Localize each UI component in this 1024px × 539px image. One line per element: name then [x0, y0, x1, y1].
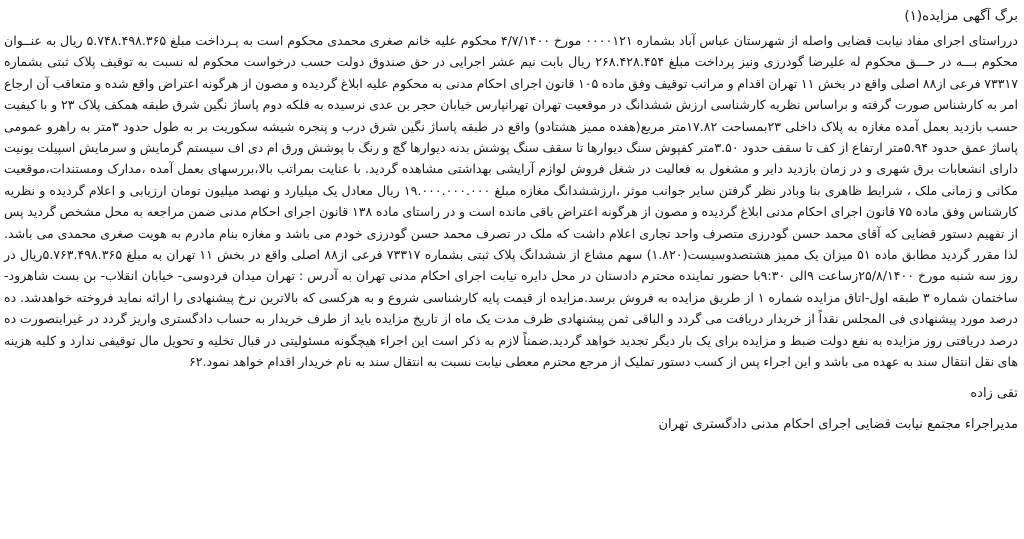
auction-notice: [4, 6, 1018, 435]
signer-title: مدیراجراء مجتمع نیابت قضایی اجرای احکام مدنی دادگستری تهران: [658, 416, 1018, 432]
notice-title: برگ آگهی مزایده(۱): [904, 8, 1018, 24]
signer-name: تقی زاده: [970, 385, 1018, 401]
notice-body: درراستای اجرای مفاد نیابت قضایی واصله از شهرستان عباس آباد بشماره ۰۰۰۰۱۲۱ مورخ ۴/۷/۱۴۰۰ محکوم علیه خانم صغری محمدی محکوم است به پـرداخت مبلغ ۵.۷۴۸.۴۹۸.۳۶۵ ریال به عنــوان محکوم بـــه در حـــق محکوم له علیرضا گودرزی ونیز پرداخت مبلغ ۲۶۸.۴۲۸.۴۵۴ ریال بابت نیم عشر اجرایی در حق صندوق دولت حسب درخواست محکوم له نسبت به توقیف پلاک ثبتی بشماره ۷۳۳۱۷ فرعی از۸۸ اصلی واقع در بخش ۱۱ تهران اقدام و مراتب توقیف وفق ماده ۱۰۵ قانون اجرای احکام مدنی به محکوم علیه ابلاغ گردیده و مصون از هرگونه اعتراض واقع شده و متعاقب آن ارجاع امر به کارشناس صورت گرفته و براساس نظریه کارشناسی ارزش ششدانگ در موقعیت تهران تهرانپارس خیابان حجر بن عدی نرسیده به فلکه دوم پاساژ نگین شرق طبقه همکف پلاک ۲۳ و با کیفیت حسب بازدید بعمل آمده مغازه به پلاک داخلی ۲۳بمساحت ۱۷.۸۲متر مربع(هفده ممیز هشتادو) واقع در طبقه پاساژ نگین شرق درب و پنجره شیشه سکوریت بر به طول حدود ۳متر به راهرو عمومی پاساژ عمق حدود ۵.۹۴متر ارتفاع از کف تا سقف حدود ۳.۵۰متر کفپوش سنگ دیوارها تا سقف سنگ پوشش بدنه دیوارها گچ و رنگ با پوشش ورق ام دی اف سیستم گرمایش و سرمایش اسپیلت یونیت دارای انشعابات برق شهری و در زمان بازدید دایر و مشغول به فعالیت در شغل فروش لوازم آرایشی بهداشتی مشاهده گردید. با عنایت بمراتب بالا،بررسهای بعمل آمده ،مدارک ومستندات،موقعیت مکانی و زمانی ملک ، شرایط ظاهری بنا وبادر نظر گرفتن سایر جوانب موثر ،ارزششدانگ مغازه مبلغ ۱۹.۰۰۰.۰۰۰.۰۰۰ ریال معادل یک میلیارد و نهصد میلیون تومان ارزیابی و اعلام گردیده و نظریه کارشناس وفق ماده ۷۵ قانون اجرای احکام مدنی ابلاغ گردیده و مصون از هرگونه اعتراض باقی مانده است و در راستای ماده ۱۳۸ قانون اجرای احکام مدنی ضمن مراجعه به محل مشخص گردید پس از تفهیم دستور قضایی که آقای محمد حسن گودرزی متصرف واحد تجاری اعلام داشت که ملک در تصرف محمد حسن گودرزی خودم می باشد و مغازه بنام مادرم به هویت صغری محمدی می باشد. لذا مقرر گردید مطابق ماده ۵۱ میزان یک ممیز هشتصدوسیست(۱.۸۲۰) سهم مشاع از ششدانگ پلاک ثبتی بشماره ۷۳۳۱۷ فرعی از۸۸ اصلی واقع در بخش ۱۱ تهران به مبلغ ۵.۷۶۳.۴۹۸.۳۶۵ریال در روز سه شنبه مورخ ۲۵/۸/۱۴۰۰زساعت ۹الی ۹:۳۰با حضور نماینده محترم دادستان در محل دایره نیابت اجرای احکام مدنی تهران به آدرس : تهران میدان فردوسی- خیابان انقلاب- بن بست شاهرود- ساختمان شماره ۳ طبقه اول-اتاق مزایده شماره ۱ از طریق مزایده به فروش برسد.مزایده از قیمت پایه کارشناسی شروع و به هرکسی که بالاترین نرخ پیشنهادی را ارائه نماید فروخته خواهدشد. ده درصد مورد پیشنهادی فی المجلس نقداً از خریدار دریافت می گردد و الباقی ثمن پیشنهادی ظرف مدت یک ماه از تاریخ مزایده باید از طرف خریدار به حساب دادگستری واریز گردد در غیراینصورت ده درصد دریافتی روز مزایده به نفع دولت ضبط و مزایده برای یک بار دیگر تجدید خواهد گردید.ضمناً لازم به ذکر است این اجراء هیچگونه مسئولیتی در قبال تخلیه و تحویل مال توقیفی ندارد و کلیه هزینه های نقل انتقال سند به عهده می باشد و این اجراء پس از کسب دستور تملیک از مرجع محترم معطی نیابت نسبت به انتقال سند به نام خریدار اقدام خواهد نمود.۶۲: [4, 33, 1019, 370]
